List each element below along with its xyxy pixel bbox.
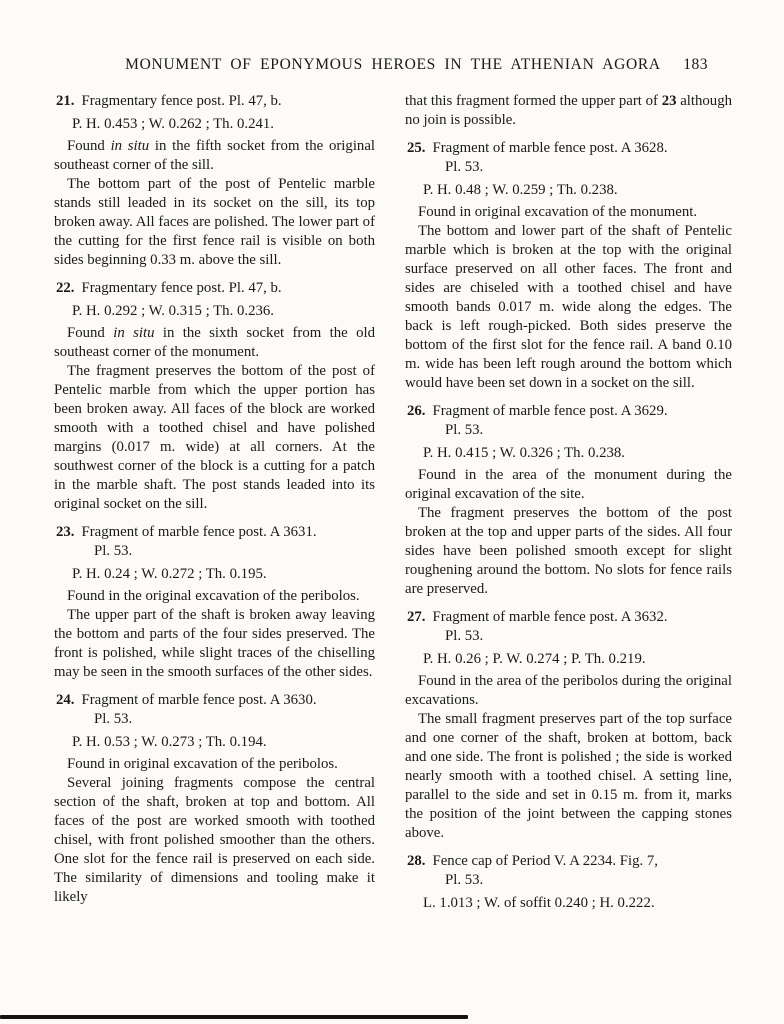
entry-paragraph: Found in the area of the peribolos during the original excavations. xyxy=(405,673,732,708)
entry-heading-line2: Pl. 53. xyxy=(94,711,133,727)
entry-heading xyxy=(54,523,375,542)
catalog-entry-24 xyxy=(54,691,375,907)
catalog-entry-21 xyxy=(54,92,375,270)
entry-heading xyxy=(54,691,375,710)
entry-paragraph: The upper part of the shaft is broken away leaving the bottom and parts of the four sides preserved. The front is polished, while slight traces of the chiselling may be seen in the smooth surfaces of the other sides. xyxy=(54,607,375,680)
entry-title: Fragmentary fence post. Pl. 47, b. xyxy=(81,280,282,296)
entry-paragraph: Found in the original excavation of the peribolos. xyxy=(67,588,360,604)
entry-heading-line2: Pl. 53. xyxy=(445,628,484,644)
page-header xyxy=(54,56,732,74)
entry-dimensions: P. H. 0.24 ; W. 0.272 ; Th. 0.195. xyxy=(72,566,267,582)
entry-title: Fence cap of Period V. A 2234. Fig. 7, xyxy=(432,853,659,869)
catalog-entry-27 xyxy=(405,608,732,843)
entry-heading xyxy=(405,852,732,871)
entry-title: Fragment of marble fence post. A 3630. xyxy=(81,692,317,708)
entry-heading-line2: Pl. 53. xyxy=(445,872,484,888)
entry-dimensions: P. H. 0.415 ; W. 0.326 ; Th. 0.238. xyxy=(423,445,625,461)
entry-number: 25. xyxy=(407,140,426,156)
entry-paragraph: Found in original excavation of the monument. xyxy=(418,204,698,220)
entry-heading xyxy=(405,402,732,421)
catalog-entry-28 xyxy=(405,852,732,913)
entry-dimensions: P. H. 0.453 ; W. 0.262 ; Th. 0.241. xyxy=(72,116,274,132)
entry-paragraph: The fragment preserves the bottom of the post broken at the top and upper parts of the sides. All four sides have been polished smooth except for slight roughening around the bottom. No slots for fence rails are preserved. xyxy=(405,505,732,597)
entry-number: 24. xyxy=(56,692,75,708)
entry-title: Fragmentary fence post. Pl. 47, b. xyxy=(81,93,282,109)
entry-number: 28. xyxy=(407,853,426,869)
entry-heading xyxy=(54,92,375,111)
entry-number: 22. xyxy=(56,280,75,296)
entry-number: 27. xyxy=(407,609,426,625)
entry-title: Fragment of marble fence post. A 3632. xyxy=(432,609,668,625)
entry-heading-line2: Pl. 53. xyxy=(94,543,133,559)
entry-paragraph: The bottom part of the post of Pentelic marble stands still leaded in its socket on the sill, its top broken away. All faces are polished. The lower part of the cutting for the first fence rail is visible on both sides beginning 0.33 m. above the sill. xyxy=(54,176,375,268)
entry-paragraph: Found in situ in the fifth socket from the original southeast corner of the sill. xyxy=(54,138,376,173)
entry-dimensions: P. H. 0.48 ; W. 0.259 ; Th. 0.238. xyxy=(423,182,618,198)
entry-dimensions: L. 1.013 ; W. of soffit 0.240 ; H. 0.222. xyxy=(423,895,655,911)
catalog-entry-23 xyxy=(54,523,375,682)
right-column xyxy=(405,92,732,916)
entry-paragraph: The bottom and lower part of the shaft of Pentelic marble which is broken at the top with the original surface preserved on all other faces. The front and sides are chiseled with a toothed chisel and have smooth bands 0.017 m. wide along the edges. The back is left rough-picked. Both sides preserve the bottom of the first slot for the fence rail. A band 0.10 m. wide has been left rough around the bottom which would have been set down in a socket on the sill. xyxy=(405,223,732,391)
entry-heading xyxy=(405,608,732,627)
catalog-entry-25 xyxy=(405,139,732,393)
entry-number: 26. xyxy=(407,403,426,419)
page-number: 183 xyxy=(683,56,708,73)
entry-title: Fragment of marble fence post. A 3628. xyxy=(432,140,668,156)
entry-title: Fragment of marble fence post. A 3631. xyxy=(81,524,317,540)
entry-paragraph: The fragment preserves the bottom of the post of Pentelic marble from which the upper portion has been broken away. All faces of the block are worked smooth with a toothed chisel and have polished margins (0.017 m. wide) at all corners. At the southwest corner of the block is a cutting for a patch in the marble shaft. The post stands leaded into its original socket on the sill. xyxy=(54,363,375,512)
scan-edge-artifact xyxy=(0,1015,468,1019)
entry-dimensions: P. H. 0.53 ; W. 0.273 ; Th. 0.194. xyxy=(72,734,267,750)
entry-dimensions: P. H. 0.292 ; W. 0.315 ; Th. 0.236. xyxy=(72,303,274,319)
entry-paragraph: Found in original excavation of the peribolos. xyxy=(67,756,338,772)
entry-dimensions: P. H. 0.26 ; P. W. 0.274 ; P. Th. 0.219. xyxy=(423,651,646,667)
entry-paragraph: Found in situ in the sixth socket from the old southeast corner of the monument. xyxy=(54,325,375,360)
entry-paragraph: The small fragment preserves part of the top surface and one corner of the shaft, broken at bottom, back and one side. The front is polished ; the side is worked nearly smooth with a toothed chisel. A setting line, parallel to the side and set in 0.15 m. from it, marks the position of the joint between the capping stones above. xyxy=(405,711,732,841)
entry-number: 21. xyxy=(56,93,75,109)
entry-heading xyxy=(54,279,375,298)
entry-heading-line2: Pl. 53. xyxy=(445,159,484,175)
continuation-paragraph: that this fragment formed the upper part of 23 although no join is possible. xyxy=(405,93,733,128)
entry-paragraph: Found in the area of the monument during the original excavation of the site. xyxy=(405,467,732,502)
text-columns xyxy=(54,92,732,916)
entry-paragraph: Several joining fragments compose the central section of the shaft, broken at top and bottom. All faces of the post are worked smooth with toothed chisel, with front polished smoother than the others. One slot for the fence rail is preserved on each side. The similarity of dimensions and tooling make it likely xyxy=(54,775,375,905)
entry-heading-line2: Pl. 53. xyxy=(445,422,484,438)
catalog-entry-26 xyxy=(405,402,732,599)
left-column xyxy=(54,92,375,916)
entry-title: Fragment of marble fence post. A 3629. xyxy=(432,403,668,419)
entry-number: 23. xyxy=(56,524,75,540)
catalog-entry-22 xyxy=(54,279,375,514)
running-title: MONUMENT OF EPONYMOUS HEROES IN THE ATHENIAN AGORA xyxy=(125,56,661,73)
entry-heading xyxy=(405,139,732,158)
